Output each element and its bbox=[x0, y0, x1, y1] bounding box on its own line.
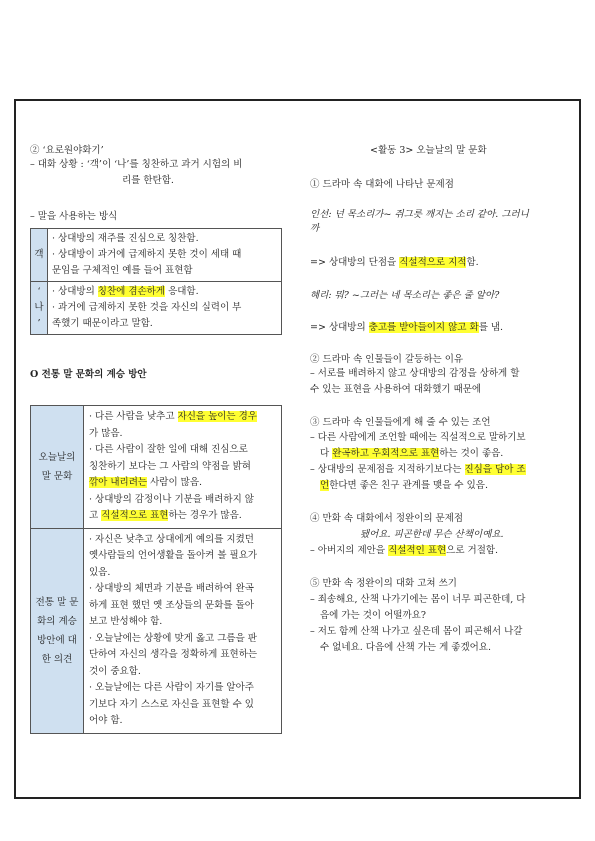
question-4: ④ 만화 속 대화에서 정완이의 문제점 bbox=[310, 513, 464, 524]
answer-5-line-3: – 저도 함께 산책 나가고 싶은데 몸이 피곤해서 나갈 bbox=[310, 626, 523, 637]
cell-line: · 오늘날에는 다른 사람이 자기를 알아주 bbox=[89, 682, 254, 693]
answer-5-line-4: 수 없네요. 다음에 산책 가는 게 좋겠어요. bbox=[320, 642, 491, 653]
question-2: ② 드라마 속 인물들이 갈등하는 이유 bbox=[310, 354, 464, 365]
section-title-yorowon: ② ‘요로원야화기’ bbox=[30, 145, 104, 156]
situation-line-1: – 대화 상황 : ‘객’이 ‘나’를 칭찬하고 과거 시험의 비 bbox=[30, 159, 243, 170]
cell-line: 기보다 자기 스스로 자신을 표현할 수 있 bbox=[89, 698, 254, 710]
answer-5-line-2: 음에 가는 것이 어떨까요? bbox=[320, 610, 426, 621]
cell-line: 가 많음. bbox=[89, 427, 123, 439]
row-label-today: 오늘날의 말 문화 bbox=[31, 406, 84, 529]
cell-line: 것이 중요함. bbox=[89, 665, 141, 677]
answer-4: – 아버지의 제안을 직설적인 표현으로 거절함. bbox=[310, 545, 499, 556]
quote-inseon-line-2: 까 bbox=[310, 223, 320, 234]
answer-1b: => 상대방의 충고를 받아들이지 않고 화를 냄. bbox=[310, 322, 504, 333]
highlight-text: 칭찬에 겸손하게 bbox=[97, 286, 166, 297]
question-1: ① 드라마 속 대화에 나타난 문제점 bbox=[310, 179, 454, 190]
speech-method-table bbox=[30, 228, 282, 335]
highlight-text: 언 bbox=[320, 480, 330, 491]
answer-3-line-2: 다 완곡하고 우회적으로 표현하는 것이 좋음. bbox=[320, 448, 504, 459]
quote-jeongwan: 됐어요. 피곤한데 무슨 산책이예요. bbox=[360, 529, 504, 540]
cell-line: · 상대방의 칭찬에 겸손하게 응대함. bbox=[52, 286, 199, 297]
cell-line: · 다른 사람을 낮추고 자신을 높이는 경우 bbox=[89, 411, 257, 422]
highlight-text: 직설적으로 표현 bbox=[101, 510, 169, 521]
answer-2-line-1: – 서로를 배려하지 않고 상대방의 감정을 상하게 할 bbox=[310, 368, 520, 379]
answer-3-line-1: – 다른 사람에게 조언할 때에는 직설적으로 말하기보 bbox=[310, 432, 526, 443]
row-label-guest: 객 bbox=[31, 229, 48, 282]
cell-line: 족했기 때문이라고 말함. bbox=[52, 318, 153, 329]
answer-1a: => 상대방의 단점을 직설적으로 지적함. bbox=[310, 257, 479, 268]
cell-line: 하게 표현 했던 옛 조상들의 문화를 돌아 bbox=[89, 599, 254, 611]
row-content-me bbox=[48, 282, 282, 335]
situation-line-2: 리를 한탄함. bbox=[122, 175, 174, 186]
answer-3-line-4: 언한다면 좋은 친구 관계를 맺을 수 있음. bbox=[320, 480, 488, 491]
answer-2-line-2: 수 있는 표현을 사용하여 대화했기 때문에 bbox=[310, 384, 482, 395]
highlight-text: 완곡하고 우회적으로 표현 bbox=[332, 448, 440, 459]
cell-line: 단하여 자신의 생각을 정확하게 표현하는 bbox=[89, 649, 258, 660]
cell-line: 옛사람들의 언어생활을 돌아켜 볼 필요가 bbox=[89, 550, 258, 561]
row-content-opinion bbox=[84, 528, 282, 733]
cell-line: · 상대방의 체면과 기분을 배려하여 완곡 bbox=[89, 583, 254, 594]
highlight-text: 직설적으로 지적 bbox=[399, 257, 467, 268]
activity-title: <활동 3> 오늘날의 말 문화 bbox=[370, 145, 487, 156]
row-label-me: ‘ 나 ’ bbox=[31, 282, 48, 335]
answer-3-line-3: – 상대방의 문제점을 지적하기보다는 진심을 담아 조 bbox=[310, 464, 526, 475]
highlight-text: 깎아 내리려는 bbox=[89, 477, 148, 488]
row-label-opinion: 전통 말 문화의 계승 방안에 대한 의견 bbox=[31, 528, 84, 733]
cell-line: 깎아 내리려는 사람이 많음. bbox=[89, 477, 203, 488]
method-title: – 말을 사용하는 방식 bbox=[30, 211, 118, 222]
cell-line: · 상대방이 과거에 급제하지 못한 것이 세태 때 bbox=[52, 249, 242, 260]
highlight-text: 진심을 담아 조 bbox=[464, 464, 526, 475]
tradition-table bbox=[30, 405, 282, 734]
highlight-text: 직설적인 표현 bbox=[388, 545, 447, 556]
question-3: ③ 드라마 속 인물들에게 해 줄 수 있는 조언 bbox=[310, 417, 491, 428]
cell-line: 칭찬하기 보다는 그 사람의 약점을 밝혀 bbox=[89, 460, 251, 472]
highlight-text: 충고를 받아들이지 않고 화 bbox=[368, 322, 479, 333]
table-row bbox=[31, 282, 282, 335]
quote-inseon-line-1: 인선: 넌 목소리가~ 쥐그릇 깨지는 소리 같아. 그러니 bbox=[310, 209, 529, 220]
cell-line: · 상대방의 감정이나 기분을 배려하지 않 bbox=[89, 493, 254, 505]
cell-line: · 오늘날에는 상황에 맞게 옳고 그름을 판 bbox=[89, 632, 257, 644]
cell-line: · 자신은 낮추고 상대에게 예의를 지켰던 bbox=[89, 533, 254, 545]
cell-line: · 다른 사람이 잘한 일에 대해 진심으로 bbox=[89, 444, 248, 455]
cell-line: · 과거에 급제하지 못한 것을 자신의 실력이 부 bbox=[52, 302, 242, 313]
cell-line: 어야 함. bbox=[89, 715, 123, 726]
heading-tradition: O 전통 말 문화의 계승 방안 bbox=[30, 369, 147, 380]
row-content-today bbox=[84, 406, 282, 529]
highlight-text: 자신을 높이는 경우 bbox=[177, 411, 257, 422]
quote-hyeri: 혜리: 뭐? ~그러는 네 목소리는 좋은 줄 알아? bbox=[310, 290, 500, 301]
cell-line: · 상대방의 재주를 진심으로 칭찬함. bbox=[52, 233, 199, 244]
cell-line: 보고 반성해야 함. bbox=[89, 616, 163, 627]
table-row bbox=[31, 229, 282, 282]
answer-5-line-1: – 죄송해요, 산책 나가기에는 몸이 너무 피곤한데, 다 bbox=[310, 594, 526, 605]
cell-line: 문임을 구체적인 예를 들어 표현함 bbox=[52, 265, 193, 276]
question-5: ⑤ 만화 속 정완이의 대화 고쳐 쓰기 bbox=[310, 578, 457, 589]
row-content-guest bbox=[48, 229, 282, 282]
cell-line: 고 직설적으로 표현하는 경우가 많음. bbox=[89, 510, 242, 521]
table-row bbox=[31, 406, 282, 529]
cell-line: 있음. bbox=[89, 566, 111, 578]
table-row bbox=[31, 528, 282, 733]
